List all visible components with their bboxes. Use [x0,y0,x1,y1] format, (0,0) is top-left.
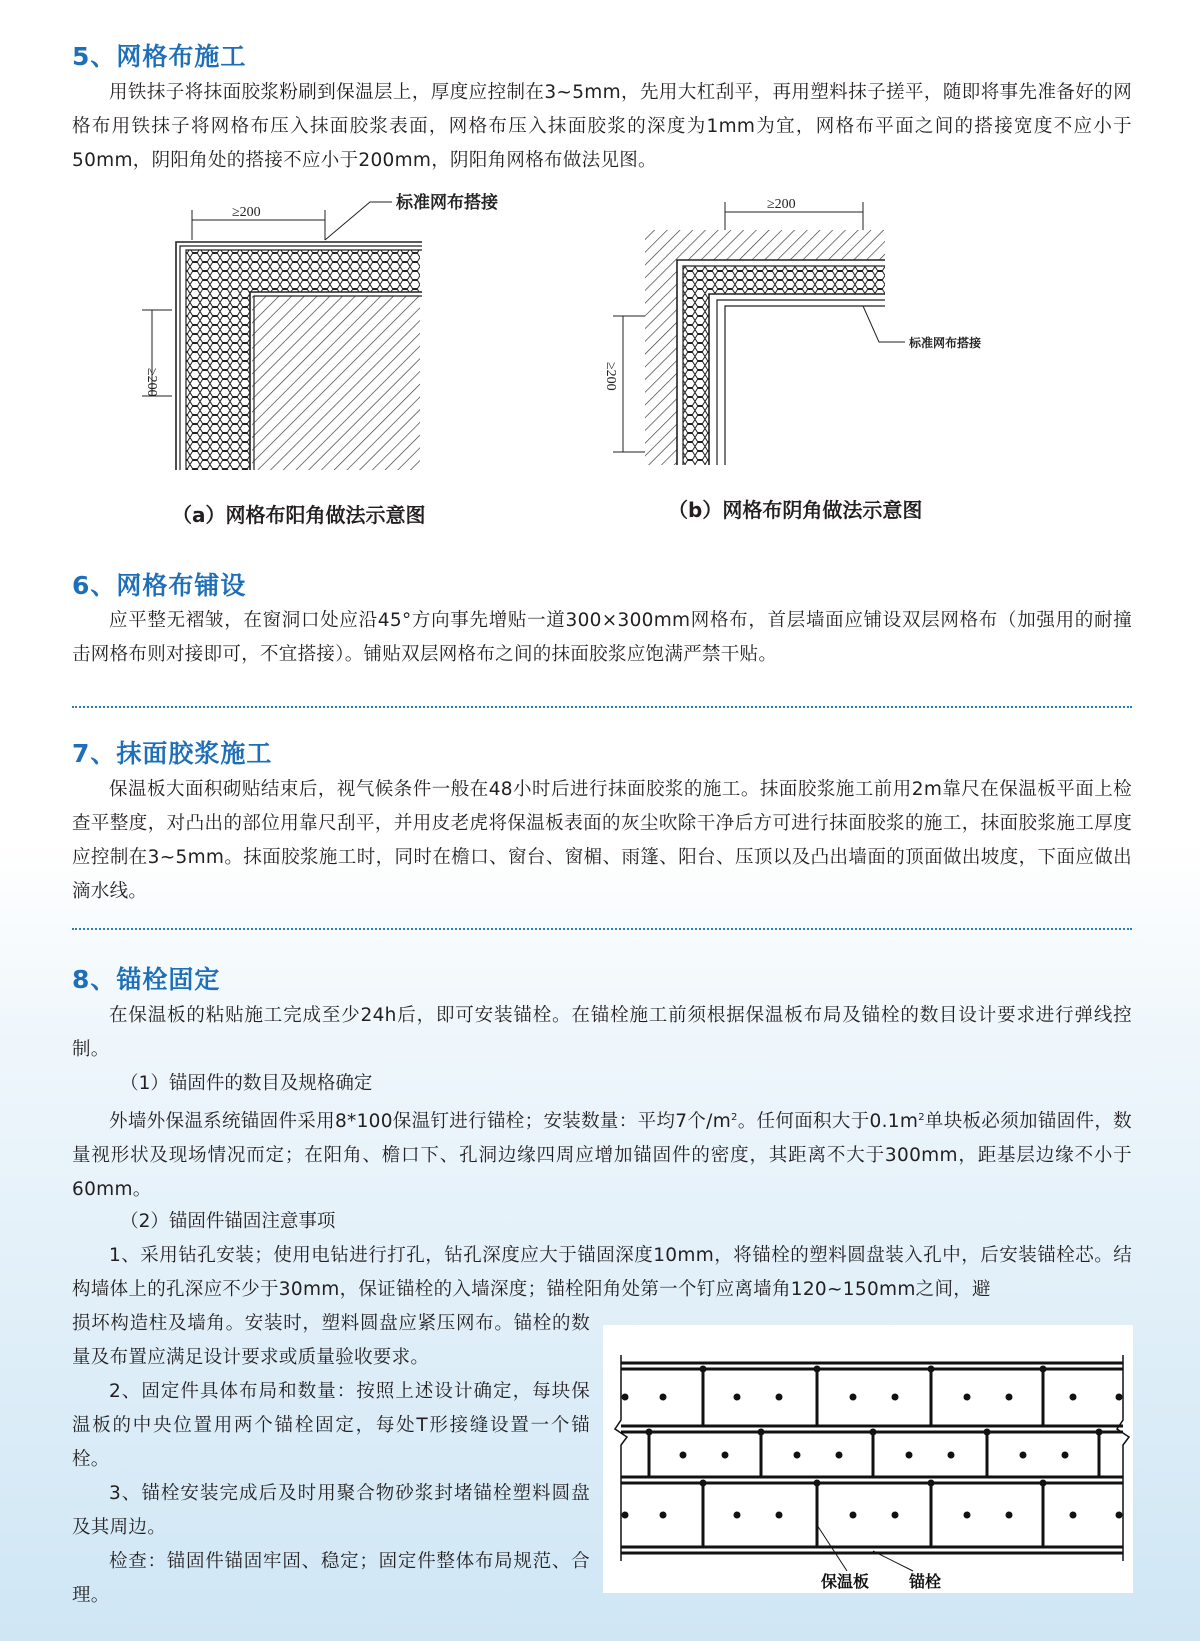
section-7-body: 保温板大面积砌贴结束后，视气候条件一般在48小时后进行抹面胶浆的施工。抹面胶浆施工前用2m靠尺在保温板平面上检查平整度，对凸出的部位用靠尺刮平，并用皮老虎将保温板表面的灰尘吹除干净后方可进行抹面胶浆的施工，抹面胶浆施工厚度应控制在3~5mm。抹面胶浆施工时，同时在檐口、窗台、窗楣、雨篷、阳台、压顶以及凸出墙面的顶面做出坡度，下面应做出滴水线。 [72,779,1132,902]
sup-square-a: 2 [731,1112,738,1123]
figure-b-label: 标准网布搭接 [909,336,982,350]
section-8-item-2: 2、固定件具体布局和数量：按照上述设计确定，每块保温板的中央位置用两个锚栓固定，每处T形接缝设置一个锚栓。 [72,1381,590,1470]
divider [72,928,1132,930]
anchor-figure-label-anchor: 锚栓 [909,1572,942,1591]
figure-a-dim-side: ≥200 [144,368,159,397]
section-8-item-3: 3、锚栓安装完成后及时用聚合物砂浆封堵锚栓塑料圆盘及其周边。 [72,1483,590,1538]
sub1-body-part-b: 。任何面积大于0.1m [737,1111,919,1133]
figure-a-label: 标准网布搭接 [396,193,498,213]
figure-b-inside-corner-diagram [605,190,1025,480]
section-8-sub1-title: （1）锚固件的数目及规格确定 [120,1073,373,1094]
section-8-sub1-body [72,1101,1132,1207]
sub1-body-part-c: 单块板必须加锚固件，数量视形状及现场情况而定；在阳角、檐口下、孔洞边缘四周应增加锚固件的密度，其距离不大于300mm，距基层边缘不小于60mm。 [72,1111,1132,1201]
section-8-sub2-title: （2）锚固件锚固注意事项 [120,1211,336,1232]
figure-b-caption: （b）网格布阴角做法示意图 [668,498,923,522]
divider [72,706,1132,708]
section-7-title: 7、抹面胶浆施工 [72,739,273,768]
figure-b-dim-top: ≥200 [767,197,796,212]
anchor-figure-label-board: 保温板 [821,1572,870,1591]
section-8-title: 8、锚栓固定 [72,965,221,994]
section-5-body: 用铁抹子将抹面胶浆粉刷到保温层上，厚度应控制在3~5mm，先用大杠刮平，再用塑料抹子搓平，随即将事先准备好的网格布用铁抹子将网格布压入抹面胶浆表面，网格布压入抹面胶浆的深度为1mm为宜，网格布平面之间的搭接宽度不应小于50mm，阴阳角处的搭接不应小于200mm，阴阳角网格布做法见图。 [72,82,1132,171]
sup-square-b: 2 [918,1112,925,1123]
figure-a-dim-top: ≥200 [232,205,261,220]
section-8-check: 检查：锚固件锚固牢固、稳定；固定件整体布局规范、合理。 [72,1551,590,1606]
section-6-body: 应平整无褶皱，在窗洞口处应沿45°方向事先增贴一道300×300mm网格布，首层墙面应铺设双层网格布（加强用的耐撞击网格布则对接即可，不宜搭接）。铺贴双层网格布之间的抹面胶浆应饱满严禁干贴。 [72,610,1132,665]
section-8-intro: 在保温板的粘贴施工完成至少24h后，即可安装锚栓。在锚栓施工前须根据保温板布局及锚栓的数目设计要求进行弹线控制。 [72,1005,1132,1060]
section-8-item-1b: 损坏构造柱及墙角。安装时，塑料圆盘应紧压网布。锚栓的数量及布置应满足设计要求或质量验收要求。 [72,1313,590,1368]
figure-a-outside-corner-diagram [130,190,498,490]
figure-a-caption: （a）网格布阳角做法示意图 [172,503,426,527]
section-6-title: 6、网格布铺设 [72,571,247,600]
section-5-title: 5、网格布施工 [72,42,247,71]
figure-b-dim-side: ≥200 [603,362,618,391]
section-8-item-1a: 1、采用钻孔安装；使用电钻进行打孔，钻孔深度应大于锚固深度10mm，将锚栓的塑料圆盘装入孔中，后安装锚栓芯。结构墙体上的孔深应不少于30mm，保证锚栓的入墙深度；锚栓阳角处第一个钉应离墙角120~150mm之间，避 [72,1245,1132,1300]
sub1-body-part-a: 外墙外保温系统锚固件采用8*100保温钉进行锚栓；安装数量：平均7个/m [109,1111,732,1133]
anchor-layout-figure [603,1325,1133,1593]
